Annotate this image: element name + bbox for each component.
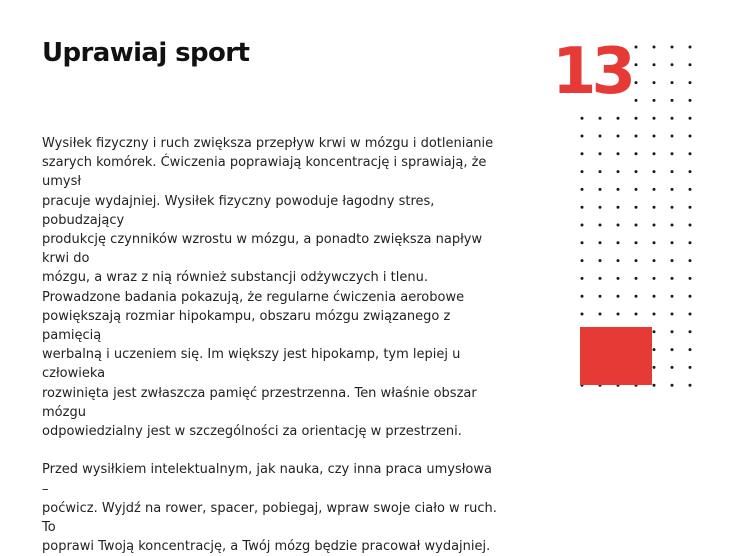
pattern-dot: [689, 46, 692, 49]
pattern-dot: [689, 117, 692, 120]
pattern-dot: [671, 117, 674, 120]
pattern-dot: [689, 206, 692, 209]
pattern-dot: [653, 46, 656, 49]
pattern-dot: [635, 295, 638, 298]
slide-title: Uprawiaj sport: [42, 38, 250, 68]
pattern-dot: [671, 366, 674, 369]
pattern-dot: [635, 46, 638, 49]
paragraph-line: Przed wysiłkiem intelektualnym, jak nauka, czy inna praca umysłowa –: [42, 462, 492, 497]
pattern-dot: [653, 295, 656, 298]
pattern-dot: [653, 117, 656, 120]
pattern-dot: [653, 135, 656, 138]
pattern-dot: [599, 170, 602, 173]
paragraph-line: pracuje wydajniej. Wysiłek fizyczny powoduje łagodny stres, pobudzający: [42, 193, 435, 228]
pattern-dot: [635, 241, 638, 244]
pattern-dot: [671, 348, 674, 351]
pattern-dot: [617, 152, 620, 155]
pattern-dot: [581, 117, 584, 120]
paragraph-line: produkcję czynników wzrostu w mózgu, a ponadto zwiększa napływ krwi do: [42, 232, 483, 267]
pattern-dot: [689, 63, 692, 66]
pattern-dot: [635, 63, 638, 66]
paragraph-line: poćwicz. Wyjdź na rower, spacer, pobiegaj, wpraw swoje ciało w ruch. To: [42, 500, 497, 536]
paragraph-line: Prowadzone badania pokazują, że regularne ćwiczenia aerobowe: [42, 289, 465, 305]
pattern-dot: [599, 259, 602, 262]
pattern-dot: [599, 295, 602, 298]
pattern-dot: [653, 81, 656, 84]
pattern-dot: [599, 135, 602, 138]
pattern-dot: [617, 224, 620, 227]
pattern-dot: [635, 99, 638, 102]
pattern-dot: [635, 277, 638, 280]
pattern-dot: [653, 224, 656, 227]
pattern-dot: [581, 277, 584, 280]
pattern-dot: [653, 241, 656, 244]
pattern-dot: [581, 135, 584, 138]
pattern-dot: [671, 259, 674, 262]
pattern-dot: [671, 188, 674, 191]
paragraph-line: mózgu, a wraz z nią również substancji odżywczych i tlenu.: [42, 270, 428, 286]
pattern-dot: [635, 170, 638, 173]
pattern-dot: [653, 63, 656, 66]
paragraph-line: powiększają rozmiar hipokampu, obszaru mózgu związanego z pamięcią: [42, 308, 451, 344]
pattern-dot: [617, 259, 620, 262]
pattern-dot: [671, 63, 674, 66]
pattern-dot: [599, 224, 602, 227]
paragraph-line: Wysiłek fizyczny i ruch zwiększa przepływ krwi w mózgu i dotlenianie: [42, 136, 494, 151]
pattern-dot: [599, 206, 602, 209]
pattern-dot: [617, 241, 620, 244]
paragraph-2: [42, 460, 502, 556]
pattern-dot: [689, 135, 692, 138]
pattern-dot: [689, 330, 692, 333]
pattern-dot: [671, 277, 674, 280]
pattern-dot: [653, 99, 656, 102]
pattern-dot: [617, 188, 620, 191]
pattern-dot: [653, 206, 656, 209]
pattern-dot: [617, 277, 620, 280]
pattern-dot: [599, 313, 602, 316]
pattern-dot: [689, 224, 692, 227]
pattern-dot: [581, 188, 584, 191]
pattern-dot: [653, 313, 656, 316]
pattern-dot: [671, 224, 674, 227]
pattern-dot: [617, 206, 620, 209]
pattern-dot: [617, 135, 620, 138]
pattern-dot: [581, 295, 584, 298]
pattern-dot: [689, 313, 692, 316]
pattern-dot: [653, 348, 656, 351]
pattern-dot: [635, 188, 638, 191]
pattern-dot: [689, 384, 692, 387]
pattern-dot: [653, 170, 656, 173]
paragraph-line: szarych komórek. Ćwiczenia poprawiają koncentrację i sprawiają, że umysł: [42, 155, 487, 190]
pattern-dot: [581, 224, 584, 227]
paragraph-line: odpowiedzialny jest w szczególności za orientację w przestrzeni.: [42, 424, 462, 440]
paragraph-line: werbalną i uczeniem się. Im większy jest hipokamp, tym lepiej u człowieka: [42, 347, 461, 382]
pattern-dot: [689, 152, 692, 155]
pattern-dot: [689, 348, 692, 351]
pattern-dot: [599, 152, 602, 155]
pattern-dot: [617, 170, 620, 173]
pattern-dot: [635, 152, 638, 155]
pattern-dot: [617, 117, 620, 120]
pattern-dot: [671, 295, 674, 298]
page-number: 13: [552, 35, 632, 109]
pattern-dot: [581, 241, 584, 244]
pattern-dot: [653, 259, 656, 262]
pattern-dot: [581, 206, 584, 209]
pattern-dot: [581, 152, 584, 155]
pattern-dot: [671, 81, 674, 84]
pattern-dot: [599, 188, 602, 191]
pattern-dot: [671, 135, 674, 138]
pattern-dot: [581, 259, 584, 262]
pattern-dot: [689, 188, 692, 191]
pattern-dot: [653, 330, 656, 333]
pattern-dot: [653, 366, 656, 369]
pattern-dot: [635, 81, 638, 84]
pattern-dot: [671, 206, 674, 209]
pattern-dot: [671, 384, 674, 387]
pattern-dot: [599, 277, 602, 280]
pattern-dot: [635, 313, 638, 316]
pattern-dot: [653, 188, 656, 191]
pattern-dot: [689, 81, 692, 84]
pattern-dot: [653, 152, 656, 155]
pattern-dot: [635, 135, 638, 138]
pattern-dot: [653, 277, 656, 280]
pattern-dot: [689, 99, 692, 102]
pattern-dot: [671, 313, 674, 316]
pattern-dot: [635, 224, 638, 227]
pattern-dot: [635, 206, 638, 209]
paragraph-line: poprawi Twoją koncentrację, a Twój mózg będzie pracował wydajniej.: [42, 539, 491, 555]
pattern-dot: [671, 241, 674, 244]
accent-square: [580, 327, 652, 385]
pattern-dot: [671, 330, 674, 333]
pattern-dot: [599, 117, 602, 120]
pattern-dot: [689, 241, 692, 244]
pattern-dot: [617, 295, 620, 298]
pattern-dot: [671, 99, 674, 102]
pattern-dot: [671, 46, 674, 49]
pattern-dot: [689, 170, 692, 173]
pattern-dot: [653, 384, 656, 387]
pattern-dot: [635, 117, 638, 120]
pattern-dot: [617, 313, 620, 316]
pattern-dot: [689, 295, 692, 298]
pattern-dot: [689, 259, 692, 262]
pattern-dot: [581, 313, 584, 316]
pattern-dot: [635, 259, 638, 262]
pattern-dot: [599, 241, 602, 244]
pattern-dot: [689, 277, 692, 280]
pattern-dot: [689, 366, 692, 369]
paragraph-line: rozwinięta jest zwłaszcza pamięć przestrzenna. Ten właśnie obszar mózgu: [42, 385, 477, 420]
pattern-dot: [671, 170, 674, 173]
pattern-dot: [581, 170, 584, 173]
pattern-dot: [671, 152, 674, 155]
